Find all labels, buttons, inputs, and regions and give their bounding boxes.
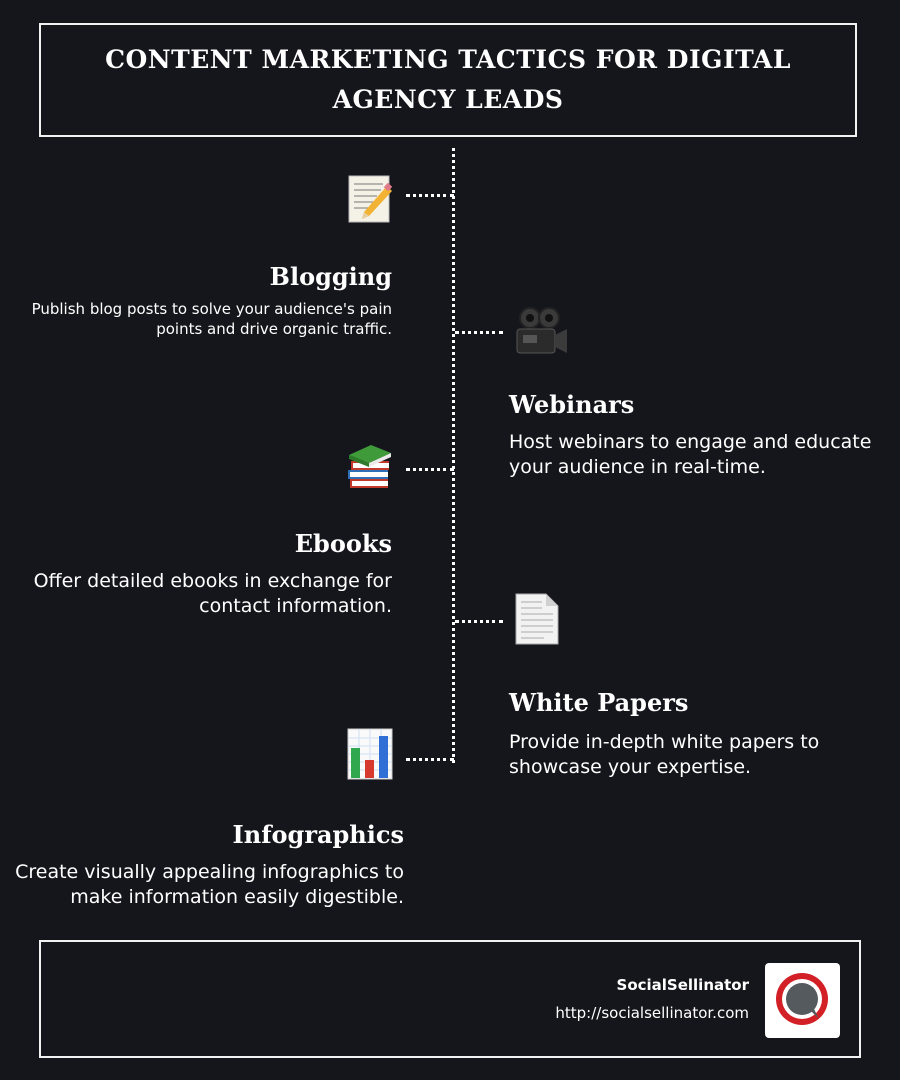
connector-white-papers [455,620,503,623]
bar-chart-icon [347,728,393,780]
memo-icon [347,172,393,224]
title-box [39,23,857,137]
socialsellinator-logo-icon [765,963,840,1038]
tactic-heading-infographics: Infographics [232,820,404,849]
page-title: CONTENT MARKETING TACTICS FOR DIGITAL AGENCY LEADS [105,45,791,114]
footer [39,940,861,1058]
page-icon [514,593,560,645]
tactic-heading-blogging: Blogging [269,262,392,291]
tactic-description-webinars: Host webinars to engage and educate your audience in real-time. [509,431,872,478]
books-icon [347,443,393,495]
tactic-description-white-papers: Provide in-depth white papers to showcase your expertise. [509,731,820,778]
connector-webinars [455,331,503,334]
brand-name: SocialSellinator [616,976,749,994]
brand-url[interactable]: http://socialsellinator.com [555,1004,749,1022]
connector-infographics [406,758,454,761]
tactic-description-blogging: Publish blog posts to solve your audience's pain points and drive organic traffic. [31,300,392,338]
tactic-heading-ebooks: Ebooks [294,529,392,558]
tactic-description-infographics: Create visually appealing infographics to make information easily digestible. [15,861,404,908]
timeline-line [452,148,455,763]
connector-blogging [406,194,454,197]
connector-ebooks [406,468,454,471]
tactic-heading-white-papers: White Papers [509,688,689,717]
tactic-heading-webinars: Webinars [509,390,635,419]
tactic-description-ebooks: Offer detailed ebooks in exchange for contact information. [33,570,392,617]
movie-camera-icon [514,305,568,357]
